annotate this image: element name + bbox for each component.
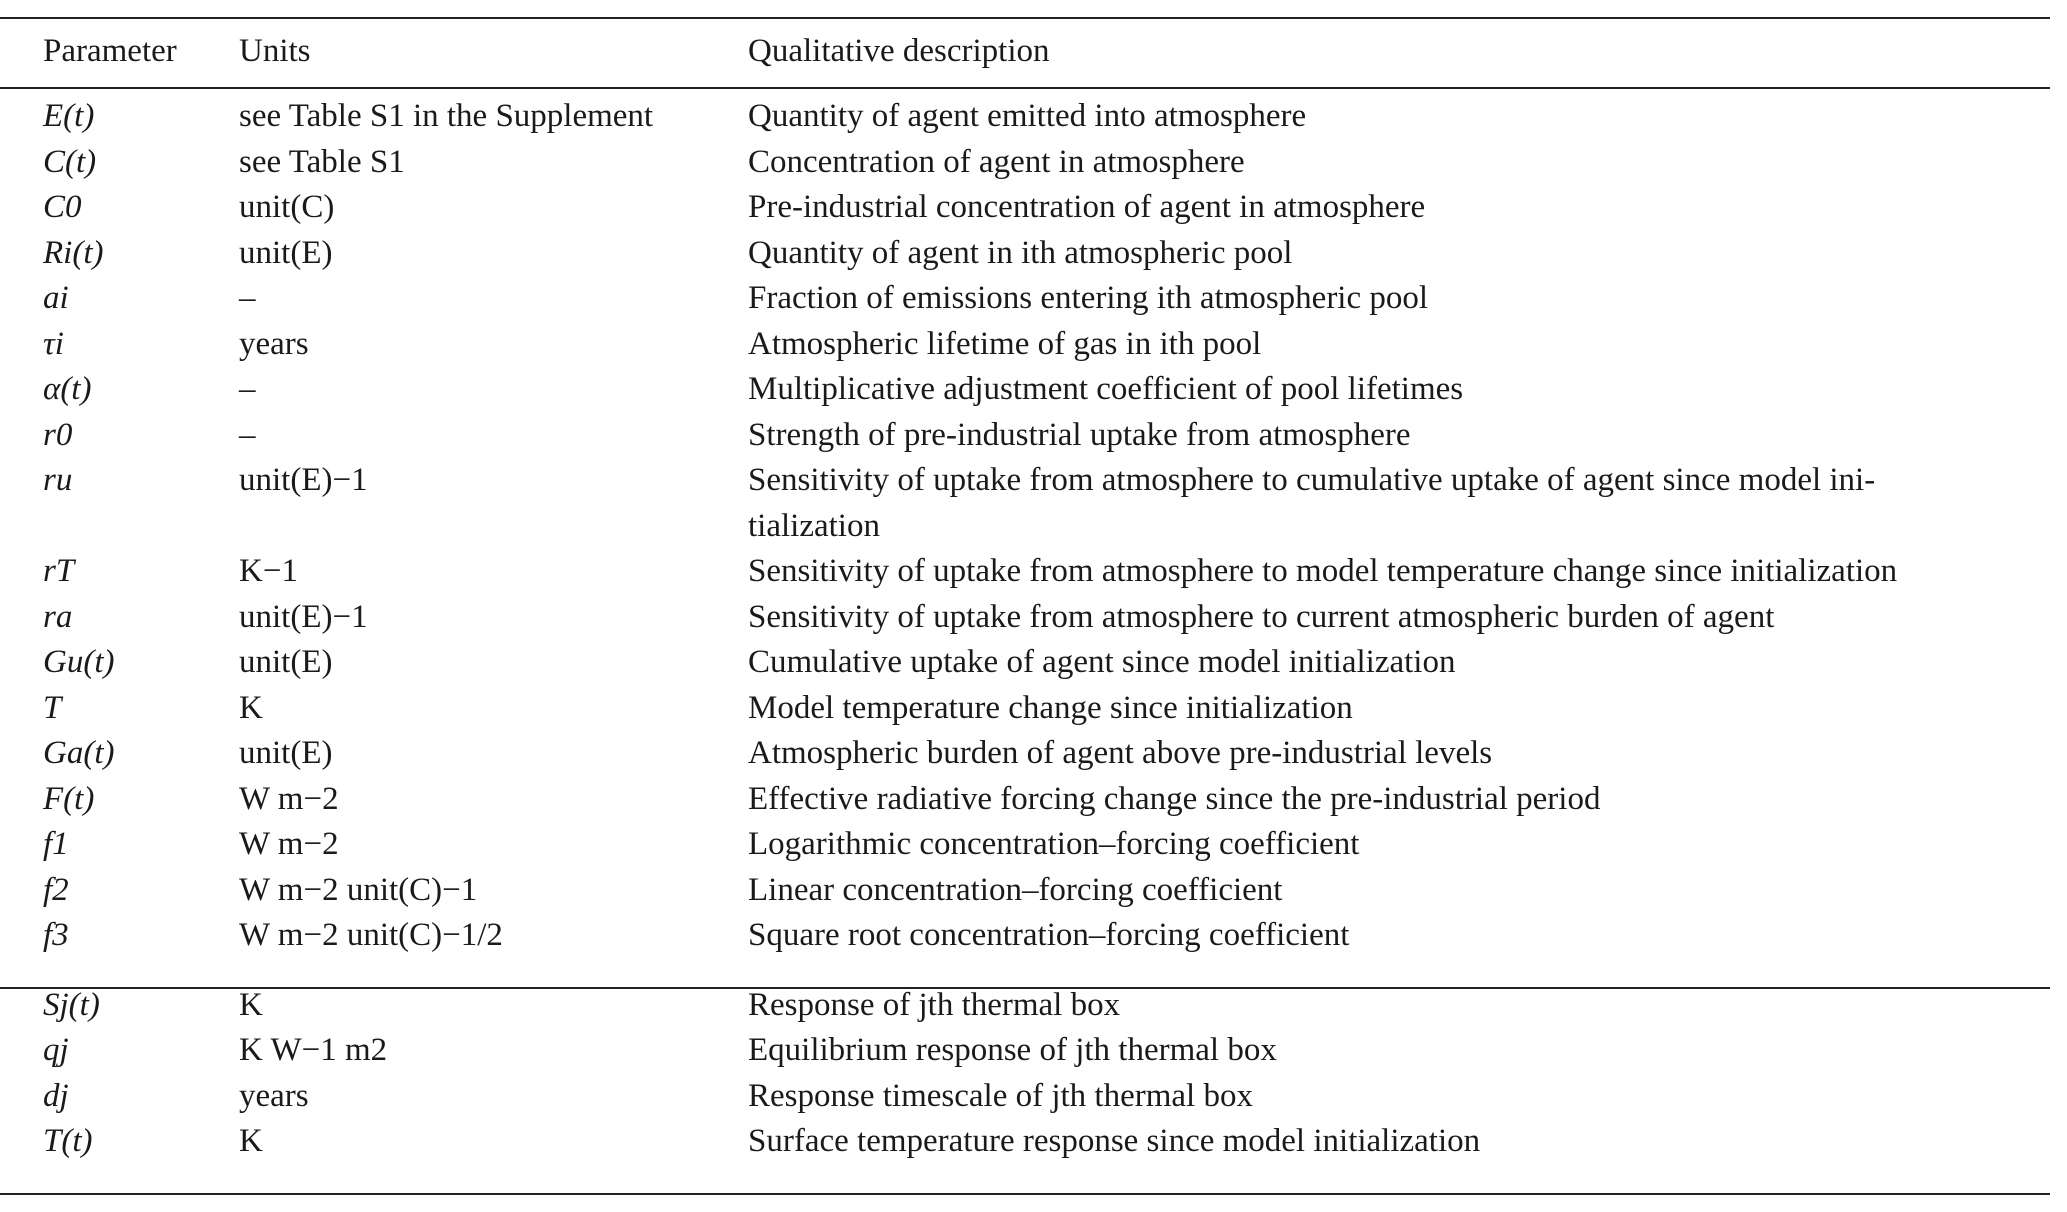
description-cell: Model temperature change since initialization xyxy=(748,689,1353,726)
table-row xyxy=(0,737,2050,783)
units-cell: years xyxy=(239,325,309,362)
table-row xyxy=(0,1080,2050,1126)
param-cell: C(t) xyxy=(43,143,97,180)
table-row xyxy=(0,601,2050,647)
param-cell: f1 xyxy=(43,826,69,862)
param-cell: r0 xyxy=(43,416,73,453)
units-cell: see Table S1 xyxy=(239,143,405,180)
description-cell: Logarithmic concentration–forcing coefficient xyxy=(748,826,1360,862)
description-cell: Cumulative uptake of agent since model initialization xyxy=(748,644,1456,680)
header-description: Qualitative description xyxy=(748,33,1050,69)
param-cell: Gu(t) xyxy=(43,644,115,680)
units-cell: K xyxy=(239,689,263,726)
param-cell: f3 xyxy=(43,917,69,953)
units-cell: unit(E)−1 xyxy=(239,462,368,498)
units-cell: unit(C) xyxy=(239,189,335,225)
header-row xyxy=(0,0,2050,100)
units-cell: W m−2 unit(C)−1/2 xyxy=(239,917,503,953)
param-cell: f2 xyxy=(43,871,69,908)
description-cell: Quantity of agent emitted into atmosphere xyxy=(748,98,1307,134)
table-row xyxy=(0,919,2050,965)
description-cell: Concentration of agent in atmosphere xyxy=(748,143,1245,180)
units-cell: years xyxy=(239,1077,309,1114)
description-cell: Linear concentration–forcing coefficient xyxy=(748,871,1283,908)
description-cell: Strength of pre-industrial uptake from atmosphere xyxy=(748,416,1411,453)
units-cell: K−1 xyxy=(239,553,298,589)
param-cell: ai xyxy=(43,280,69,316)
param-cell: ra xyxy=(43,598,73,635)
description-cell: Pre-industrial concentration of agent in atmosphere xyxy=(748,189,1426,225)
param-cell: T xyxy=(43,689,62,726)
param-cell: rT xyxy=(43,553,75,589)
description-cell: Sensitivity of uptake from atmosphere to model temperature change since initialization xyxy=(748,553,1898,589)
description-cell: Square root concentration–forcing coefficient xyxy=(748,917,1350,953)
table-row xyxy=(0,783,2050,829)
param-cell: α(t) xyxy=(43,371,92,407)
units-cell: unit(E) xyxy=(239,644,333,680)
table-row xyxy=(0,191,2050,237)
description-cell: Response timescale of jth thermal box xyxy=(748,1077,1253,1114)
units-cell: see Table S1 in the Supplement xyxy=(239,98,654,134)
description-cell: Fraction of emissions entering ith atmospheric pool xyxy=(748,280,1429,316)
table-row xyxy=(0,692,2050,738)
table-row xyxy=(0,373,2050,419)
units-cell: – xyxy=(239,416,256,453)
header-units: Units xyxy=(239,33,311,69)
table-row xyxy=(0,237,2050,283)
param-cell: qj xyxy=(43,1032,69,1068)
param-cell: F(t) xyxy=(43,780,95,817)
description-cell-continued: tialization xyxy=(748,507,880,544)
description-cell: Quantity of agent in ith atmospheric pool xyxy=(748,234,1293,271)
units-cell: unit(E) xyxy=(239,735,333,771)
units-cell: W m−2 xyxy=(239,780,339,817)
units-cell: K W−1 m2 xyxy=(239,1032,388,1068)
units-cell: W m−2 xyxy=(239,826,339,862)
table-row xyxy=(0,555,2050,601)
table-row xyxy=(0,1125,2050,1171)
table-row-continuation xyxy=(0,510,2050,556)
description-cell: Multiplicative adjustment coefficient of pool lifetimes xyxy=(748,371,1464,407)
param-cell: τi xyxy=(43,325,64,362)
units-cell: K xyxy=(239,986,263,1023)
param-cell: dj xyxy=(43,1077,69,1114)
units-cell: – xyxy=(239,280,256,316)
table-row xyxy=(0,100,2050,146)
description-cell: Sensitivity of uptake from atmosphere to current atmospheric burden of agent xyxy=(748,598,1775,635)
table-row xyxy=(0,828,2050,874)
units-cell: – xyxy=(239,371,256,407)
param-cell: E(t) xyxy=(43,98,95,134)
description-cell: Equilibrium response of jth thermal box xyxy=(748,1032,1277,1068)
table-row xyxy=(0,282,2050,328)
table-row xyxy=(0,146,2050,192)
table-row xyxy=(0,419,2050,465)
table-row xyxy=(0,464,2050,510)
units-cell: W m−2 unit(C)−1 xyxy=(239,871,478,908)
description-cell: Sensitivity of uptake from atmosphere to cumulative uptake of agent since model ini- xyxy=(748,462,1876,498)
description-cell: Surface temperature response since model initialization xyxy=(748,1123,1481,1159)
param-cell: C0 xyxy=(43,189,82,225)
description-cell: Effective radiative forcing change since the pre-industrial period xyxy=(748,780,1601,817)
table-row xyxy=(0,646,2050,692)
param-cell: Sj(t) xyxy=(43,986,100,1023)
bottom-rule xyxy=(0,1193,2050,1195)
table-row xyxy=(0,874,2050,920)
description-cell: Atmospheric lifetime of gas in ith pool xyxy=(748,325,1262,362)
description-cell: Response of jth thermal box xyxy=(748,986,1121,1023)
param-cell: Ga(t) xyxy=(43,735,115,771)
units-cell: unit(E) xyxy=(239,234,333,271)
table-row xyxy=(0,965,2050,1035)
table-row xyxy=(0,1034,2050,1080)
table-row xyxy=(0,328,2050,374)
param-cell: T(t) xyxy=(43,1123,93,1159)
description-cell: Atmospheric burden of agent above pre-industrial levels xyxy=(748,735,1493,771)
header-parameter: Parameter xyxy=(43,33,177,69)
units-cell: unit(E)−1 xyxy=(239,598,368,635)
units-cell: K xyxy=(239,1123,263,1159)
param-cell: ru xyxy=(43,462,73,498)
param-cell: Ri(t) xyxy=(43,234,104,271)
